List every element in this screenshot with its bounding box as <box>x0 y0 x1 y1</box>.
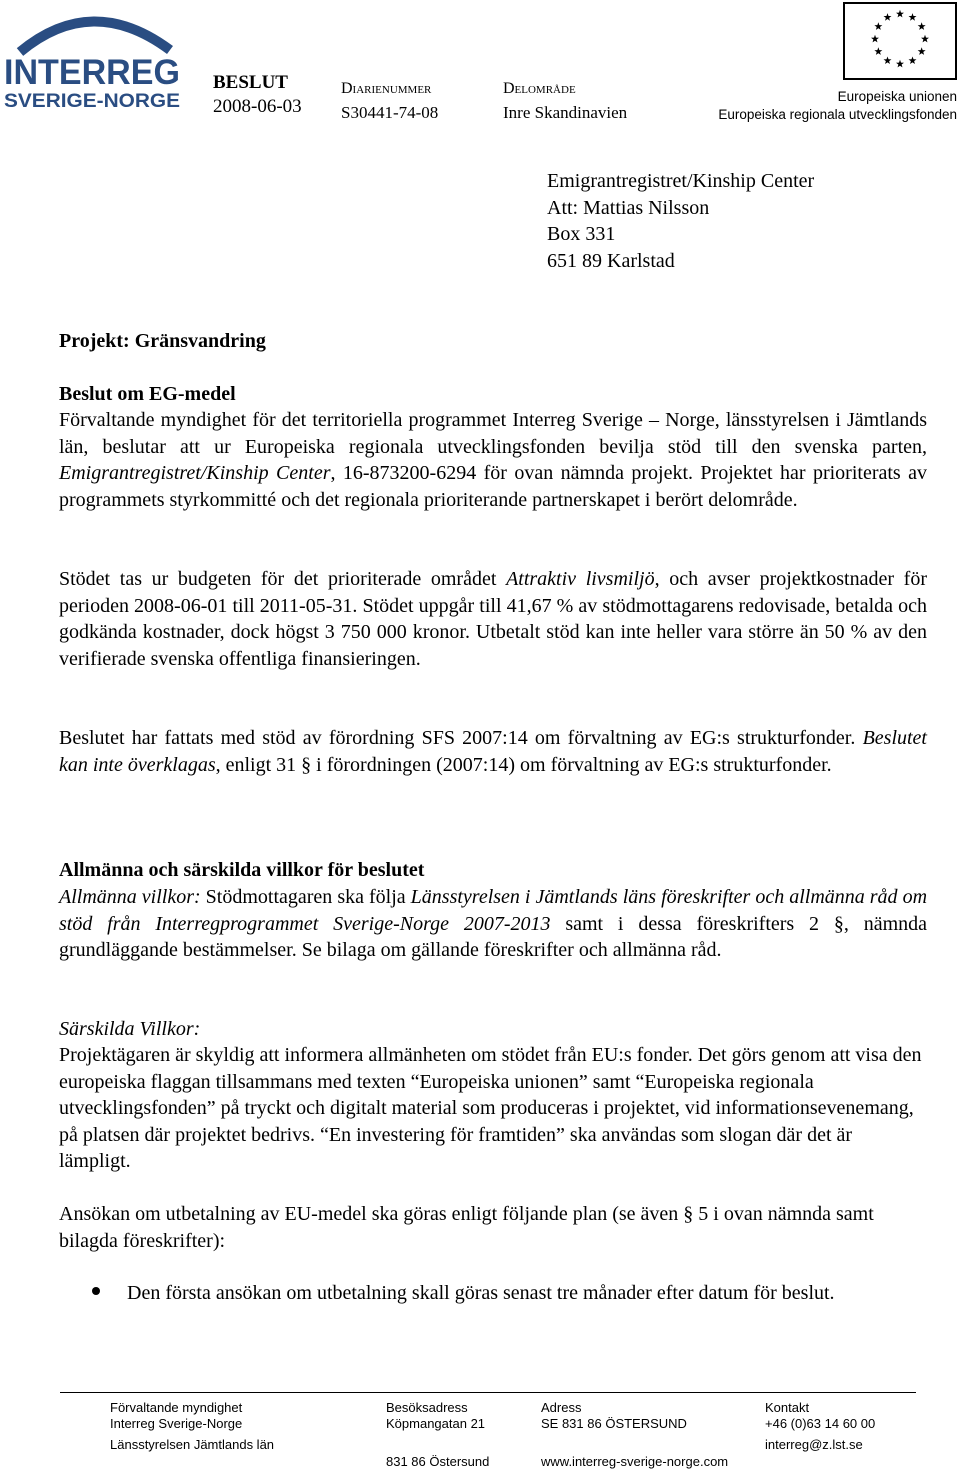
conditions-heading: Allmänna och särskilda villkor för beslutet <box>59 859 425 881</box>
conditions-general <box>59 884 927 964</box>
decision-p3-b: , enligt 31 § i förordningen (2007:14) om förvaltning av EG:s strukturfonder. <box>215 753 832 776</box>
footer-col4-line1: Kontakt <box>765 1400 810 1415</box>
eu-line1: Europeiska unionen <box>837 89 957 104</box>
diarienummer-label: Diarienummer <box>341 80 432 97</box>
footer-divider <box>60 1392 916 1393</box>
decision-paragraph-3 <box>59 725 927 778</box>
decision-p3-italic: Beslutet kan inte överklagas <box>59 727 927 776</box>
decision-p1-b: , 16-873200-6294 för ovan nämnda projekt. Projektet har prioriterats av programmets styrkommitté och det regionala prioriterande partnerskapet i berört delområde. <box>59 462 927 511</box>
logo-line2: SVERIGE-NORGE <box>4 91 180 112</box>
delomrade-label: Delområde <box>503 80 576 97</box>
general-italic: Länsstyrelsen i Jämtlands läns föreskrifter och allmänna råd om stöd från Interregprogrammet Sverige-Norge 2007-2013 <box>59 886 928 935</box>
footer-col4-line2: +46 (0)63 14 60 00 <box>765 1416 876 1431</box>
decision-paragraph-2 <box>59 566 927 672</box>
recipient-line1: Emigrantregistret/Kinship Center <box>547 170 815 192</box>
diarienummer-value: S30441-74-08 <box>341 103 439 122</box>
decision-p1-a: Förvaltande myndighet för det territoriella programmet Interreg Sverige – Norge, länsstyrelsen i Jämtlands län, beslutar att ur Europeiska regionala utvecklingsfonden bevilja stöd till den svenska parten, <box>59 409 927 458</box>
bullet-icon <box>92 1287 100 1295</box>
special-text: Projektägaren är skyldig att informera allmänheten om stödet från EU:s fonder. Det görs genom att visa den europeiska flaggan tillsammans med texten “Europeiska unionen” samt “Europeiska regionala utvecklingsfonden” på tryckt och digitalt material som produceras i projektet, vid informationsevenemang, på platsen där projektet bedrivs. “En investering för framtiden” ska användas som slogan där det är lämpligt. <box>59 1044 922 1172</box>
decision-p2-a: Stödet tas ur budgeten för det prioriterade området <box>59 568 507 590</box>
footer-col4-line3: interreg@z.lst.se <box>765 1437 863 1452</box>
payment-intro: Ansökan om utbetalning av EU-medel ska göras enligt följande plan (se även § 5 i ovan nämnda samt bilagda föreskrifter): <box>59 1203 874 1252</box>
decision-heading: Beslut om EG-medel <box>59 383 236 405</box>
decision-p1-party: Emigrantregistret/Kinship Center <box>59 462 331 484</box>
interreg-logo <box>0 0 185 112</box>
footer-col3-line2: SE 831 86 ÖSTERSUND <box>541 1416 687 1431</box>
project-title: Projekt: Gränsvandring <box>59 330 266 352</box>
general-b: samt i dessa föreskrifters 2 §, nämnda grundläggande bestämmelser. Se bilaga om gällande föreskrifter och allmänna råd. <box>59 912 928 961</box>
general-a: Stödmottagaren ska följa <box>200 886 411 908</box>
footer-col2-line2: Köpmangatan 21 <box>386 1416 486 1431</box>
eu-flag-icon <box>843 2 957 80</box>
footer-col1-line2: Interreg Sverige-Norge <box>110 1416 243 1431</box>
footer-col3-line3: www.interreg-sverige-norge.com <box>541 1454 729 1469</box>
beslut-label: BESLUT <box>213 72 288 93</box>
footer-col1-line1: Förvaltande myndighet <box>110 1400 243 1415</box>
recipient-line3: Box 331 <box>547 223 616 245</box>
recipient-line4: 651 89 Karlstad <box>547 250 675 272</box>
footer-col2-line1: Besöksadress <box>386 1400 468 1415</box>
eu-line2: Europeiska regionala utvecklingsfonden <box>718 107 957 122</box>
beslut-date: 2008-06-03 <box>213 96 302 117</box>
decision-paragraph-1 <box>59 407 927 513</box>
logo-arc <box>20 21 170 52</box>
footer-col2-line3: 831 86 Östersund <box>386 1454 490 1469</box>
decision-p2-area: Attraktiv livsmiljö <box>506 568 655 590</box>
special-label: Särskilda Villkor: <box>59 1018 201 1040</box>
footer-col3-line1: Adress <box>541 1400 582 1415</box>
decision-p3-a: Beslutet har fattats med stöd av förordning SFS 2007:14 om förvaltning av EG:s strukturfonder. <box>59 727 863 749</box>
payment-bullet-1: Den första ansökan om utbetalning skall göras senast tre månader efter datum för beslut. <box>127 1282 835 1304</box>
recipient-line2: Att: Mattias Nilsson <box>547 197 710 219</box>
delomrade-value: Inre Skandinavien <box>503 103 628 122</box>
decision-p2-b: , och avser projektkostnader för perioden 2008-06-01 till 2011-05-31. Stödet uppgår till 41,67 % av stödmottagarens redovisade, betalda och godkända kostnader, dock högst 3 750 000 kronor. Utbetalt stöd kan inte heller vara större än 50 % av den verifierade svenska offentliga finansieringen. <box>59 568 927 670</box>
logo-line1: INTERREG <box>4 53 180 92</box>
general-label: Allmänna villkor: <box>59 886 201 908</box>
footer-col1-line3: Länsstyrelsen Jämtlands län <box>110 1437 275 1452</box>
